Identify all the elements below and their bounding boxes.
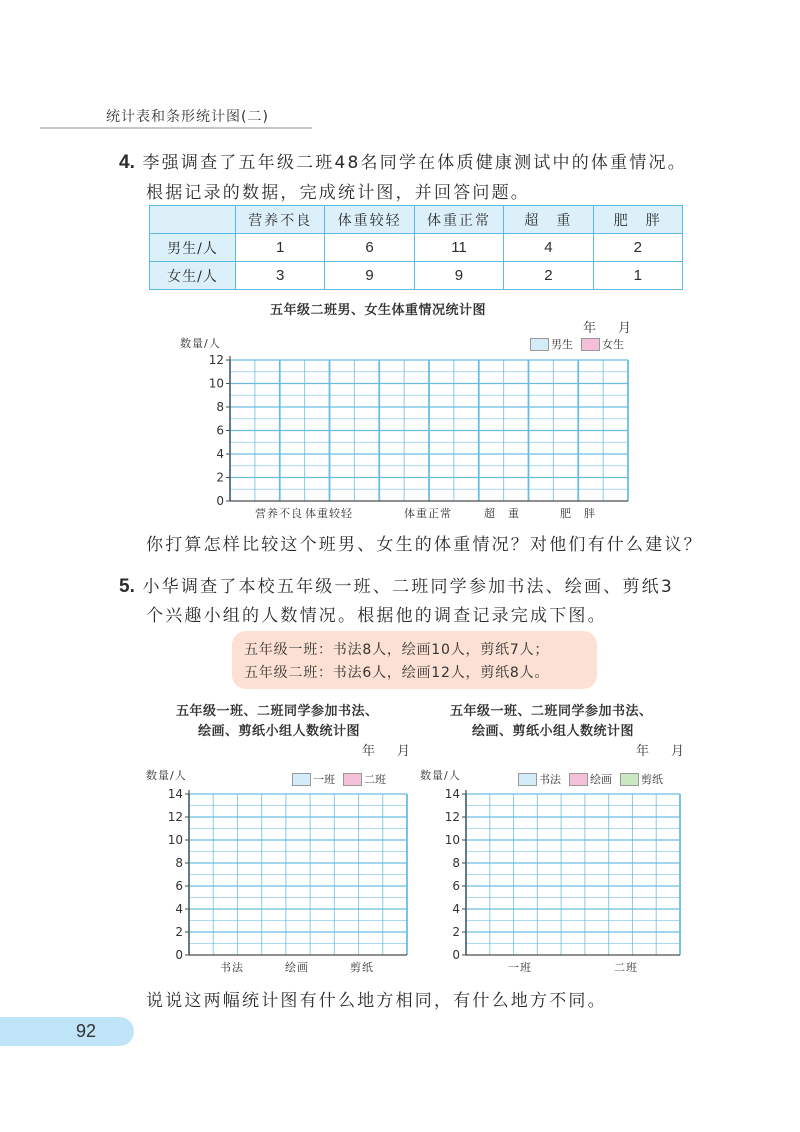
chart2-x-category-label: 书法: [220, 961, 244, 974]
chart2-y-tick-label: 2: [175, 925, 183, 939]
q5-line1: 5. 小华调查了本校五年级一班、二班同学参加书法、绘画、剪纸3: [119, 576, 674, 597]
chart1-y-tick-label: 6: [216, 423, 224, 438]
q4-question: 你打算怎样比较这个班男、女生的体重情况？对他们有什么建议？: [146, 535, 703, 555]
q5-line2: 个兴趣小组的人数情况。根据他的调查记录完成下图。: [146, 606, 607, 626]
chart2-y-tick-label: 6: [175, 879, 183, 893]
q5-number: 5.: [119, 576, 135, 597]
q4-line1: 4. 李强调查了五年级二班48名同学在体质健康测试中的体重情况。: [119, 152, 687, 173]
chart1-y-tick-label: 12: [208, 353, 224, 367]
q4-line2: 根据记录的数据，完成统计图，并回答问题。: [146, 183, 530, 203]
chart3-y-tick-label: 10: [444, 833, 460, 847]
q5-question: 说说这两幅统计图有什么地方相同，有什么地方不同。: [146, 991, 607, 1011]
legend-label: 女生: [602, 338, 624, 351]
table-row-label: 女生/人: [150, 262, 236, 290]
survey-record-line: 五年级一班：书法8人，绘画10人，剪纸7人；: [244, 642, 550, 658]
chart1-y-tick-label: 0: [216, 494, 224, 508]
chart2-title-line1: 五年级一班、二班同学参加书法、: [176, 704, 379, 719]
q4-number: 4.: [119, 152, 135, 173]
chart3-title-line1: 五年级一班、二班同学参加书法、: [450, 704, 653, 719]
chart2-y-axis-label: 数量/人: [146, 769, 187, 782]
chart2-y-tick-label: 8: [175, 856, 183, 870]
table-header-cell: 营养不良: [236, 206, 325, 234]
page-number-tab: [0, 1017, 134, 1046]
chart1-y-tick-label: 2: [216, 470, 224, 485]
chart1-x-category-label: 超 重: [484, 507, 520, 520]
chart3-y-axis-label: 数量/人: [420, 769, 461, 782]
legend-label: 二班: [364, 773, 386, 786]
legend-swatch-pink: [343, 773, 362, 786]
chart3-y-tick-label: 2: [452, 925, 460, 939]
chart3-x-category-label: 一班: [508, 961, 532, 974]
table-cell: 3: [236, 262, 325, 290]
chart1-x-category-label: 体重正常: [404, 507, 452, 520]
section-header: 统计表和条形统计图(二): [106, 109, 269, 125]
chart1-date-label: 年月: [583, 321, 654, 336]
chart2-y-tick-label: 4: [175, 902, 183, 916]
chart1-title: 五年级二班男、女生体重情况统计图: [270, 303, 487, 318]
legend-label: 绘画: [590, 773, 612, 786]
chart3-date-label: 年月: [636, 744, 707, 759]
chart1-x-category-label: 体重较轻: [305, 507, 353, 520]
chart2-y-tick-label: 10: [167, 833, 183, 847]
table-header-cell: 体重正常: [414, 206, 503, 234]
legend-label: 男生: [551, 338, 573, 351]
chart2-y-tick-label: 0: [175, 948, 183, 962]
chart2-y-tick-label: 14: [167, 787, 183, 801]
table-cell: 1: [236, 234, 325, 262]
table-cell: 9: [325, 262, 414, 290]
chart2-x-category-label: 剪纸: [350, 961, 374, 974]
chart2-date-label: 年月: [362, 744, 433, 759]
legend-swatch-pink: [569, 773, 588, 786]
table-cell: 2: [593, 234, 682, 262]
survey-record-line: 五年级二班：书法6人，绘画12人，剪纸8人。: [244, 665, 550, 681]
table-cell: 1: [593, 262, 682, 290]
table-cell: 2: [504, 262, 593, 290]
table-header-cell: 肥 胖: [593, 206, 682, 234]
table-header-cell: 体重较轻: [325, 206, 414, 234]
chart1-y-tick-label: 10: [208, 376, 224, 391]
legend-label: 书法: [539, 773, 561, 786]
legend-swatch-blue: [292, 773, 311, 786]
chart1-x-category-label: 肥 胖: [560, 507, 596, 520]
legend-label: 剪纸: [641, 773, 663, 786]
table-cell: 11: [414, 234, 503, 262]
chart3-y-tick-label: 14: [444, 787, 460, 801]
chart3-legend: [510, 771, 663, 787]
chart3-title-line2: 绘画、剪纸小组人数统计图: [472, 724, 635, 739]
chart1-y-tick-label: 4: [216, 447, 224, 461]
chart2-legend: [284, 771, 386, 787]
chart1-y-axis-label: 数量/人: [180, 337, 221, 350]
chart1-x-category-label: 营养不良: [255, 507, 303, 520]
page-number: 92: [76, 1021, 97, 1041]
chart3-y-tick-label: 0: [452, 948, 460, 962]
table-cell: 4: [504, 234, 593, 262]
chart3-y-tick-label: 8: [452, 856, 460, 870]
chart1-y-tick-label: 8: [216, 400, 224, 414]
legend-swatch-green: [620, 773, 639, 786]
chart2-y-tick-label: 12: [167, 810, 183, 824]
chart3-y-tick-label: 4: [452, 902, 460, 916]
legend-label: 一班: [313, 773, 335, 786]
chart2-title-line2: 绘画、剪纸小组人数统计图: [198, 724, 361, 739]
table-header-cell: 超 重: [504, 206, 593, 234]
table-row-label: 男生/人: [150, 234, 236, 262]
chart3-x-category-label: 二班: [614, 961, 638, 974]
legend-swatch-blue: [518, 773, 537, 786]
chart3-y-tick-label: 6: [452, 879, 460, 893]
chart3-y-tick-label: 12: [444, 810, 460, 824]
chart2-x-category-label: 绘画: [285, 961, 309, 974]
table-cell: 6: [325, 234, 414, 262]
table-cell: 9: [414, 262, 503, 290]
